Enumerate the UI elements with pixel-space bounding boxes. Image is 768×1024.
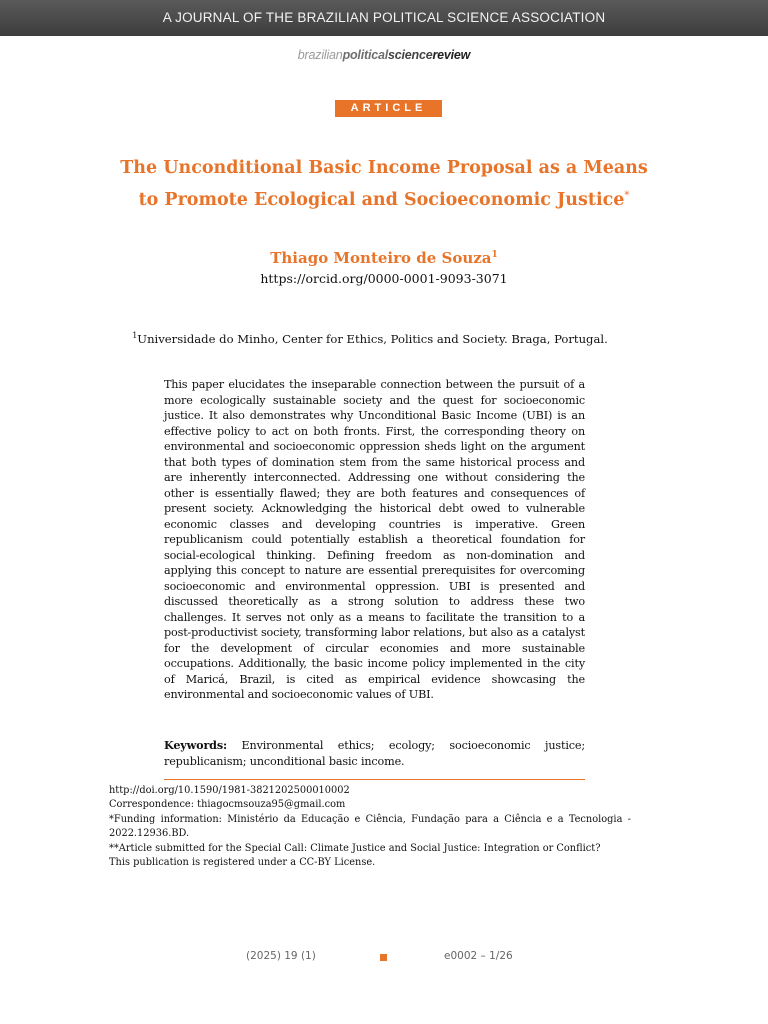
- affiliation: [0, 331, 740, 346]
- keywords-label: Keywords:: [164, 738, 227, 752]
- logo-part-review: review: [432, 48, 471, 62]
- license-note: This publication is registered under a CC-BY License.: [109, 857, 376, 869]
- abstract: This paper elucidates the inseparable connection between the pursuit of a more ecologically sustainable society and the quest for socioeconomic justice. It also demonstrates why Unconditional Basic Income (UBI) is an effective policy to act on both fronts. First, the corresponding theory on environmental and socioeconomic oppression sheds light on the argument that both types of domination stem from the same historical process and are inherently interconnected. Addressing one without considering the other is essentially flawed; they are both features and consequences of present society. Acknowledging the historical debt owed to vulnerable economic classes and developing countries is imperative. Green republicanism could potentially establish a theoretical foundation for social-ecological thinking. Defining freedom as non-domination and applying this concept to nature are essential prerequisites for overcoming socioeconomic and environmental oppression. UBI is presented and discussed theoretically as a strong solution to address these two challenges. It serves not only as a means to facilitate the transition to a post-productivist society, transforming labor relations, but also as a catalyst for the development of circular economies and more sustainable occupations. Additionally, the basic income policy implemented in the city of Maricá, Brazil, is cited as empirical evidence showcasing the environmental and socioeconomic values of UBI.: [164, 378, 585, 701]
- funding-note: *Funding information: Ministério da Educação e Ciência, Fundação para a Ciência e a Tecnologia - 2022.12936.BD.: [109, 813, 631, 840]
- keywords-list: Environmental ethics; ecology; socioeconomic justice; republicanism; unconditional basic income.: [164, 739, 586, 768]
- special-call-note: **Article submitted for the Special Call: Climate Justice and Social Justice: Integration or Conflict?: [109, 842, 601, 854]
- logo-part-science: science: [388, 48, 433, 62]
- page-footer: [0, 950, 768, 966]
- doi-link[interactable]: http://doi.org/10.1590/1981-3821202500010002: [109, 785, 350, 796]
- issue-info: (2025) 19 (1): [246, 950, 316, 962]
- title-footnote-mark: *: [624, 190, 630, 201]
- affiliation-mark: 1: [132, 331, 138, 340]
- author-name: Thiago Monteiro de Souza: [270, 249, 492, 267]
- correspondence: Correspondence: thiagocmsouza95@gmail.com: [109, 799, 346, 811]
- footnote-divider: [164, 779, 585, 780]
- title-line-2: to Promote Ecological and Socioeconomic Justice: [138, 189, 625, 210]
- journal-banner-text: A JOURNAL OF THE BRAZILIAN POLITICAL SCIENCE ASSOCIATION: [162, 10, 606, 25]
- article-title: [60, 155, 708, 214]
- affiliation-text: Universidade do Minho, Center for Ethics, Politics and Society. Braga, Portugal.: [137, 331, 608, 346]
- orcid-link[interactable]: https://orcid.org/0000-0001-9093-3071: [260, 271, 508, 286]
- logo-part-brazilian: brazilian: [297, 48, 343, 62]
- article-type-badge: ARTICLE: [335, 100, 442, 117]
- keywords: [164, 738, 585, 769]
- author-name-block: [0, 249, 768, 267]
- title-line-1: The Unconditional Basic Income Proposal as a Means: [120, 158, 648, 178]
- journal-banner: [0, 0, 768, 36]
- logo-part-political: political: [342, 48, 388, 62]
- page-number: e0002 – 1/26: [444, 950, 513, 962]
- footnotes: [109, 784, 631, 870]
- footer-square-icon: [380, 954, 387, 961]
- journal-logo: [0, 48, 768, 62]
- author-affiliation-mark: 1: [491, 250, 498, 260]
